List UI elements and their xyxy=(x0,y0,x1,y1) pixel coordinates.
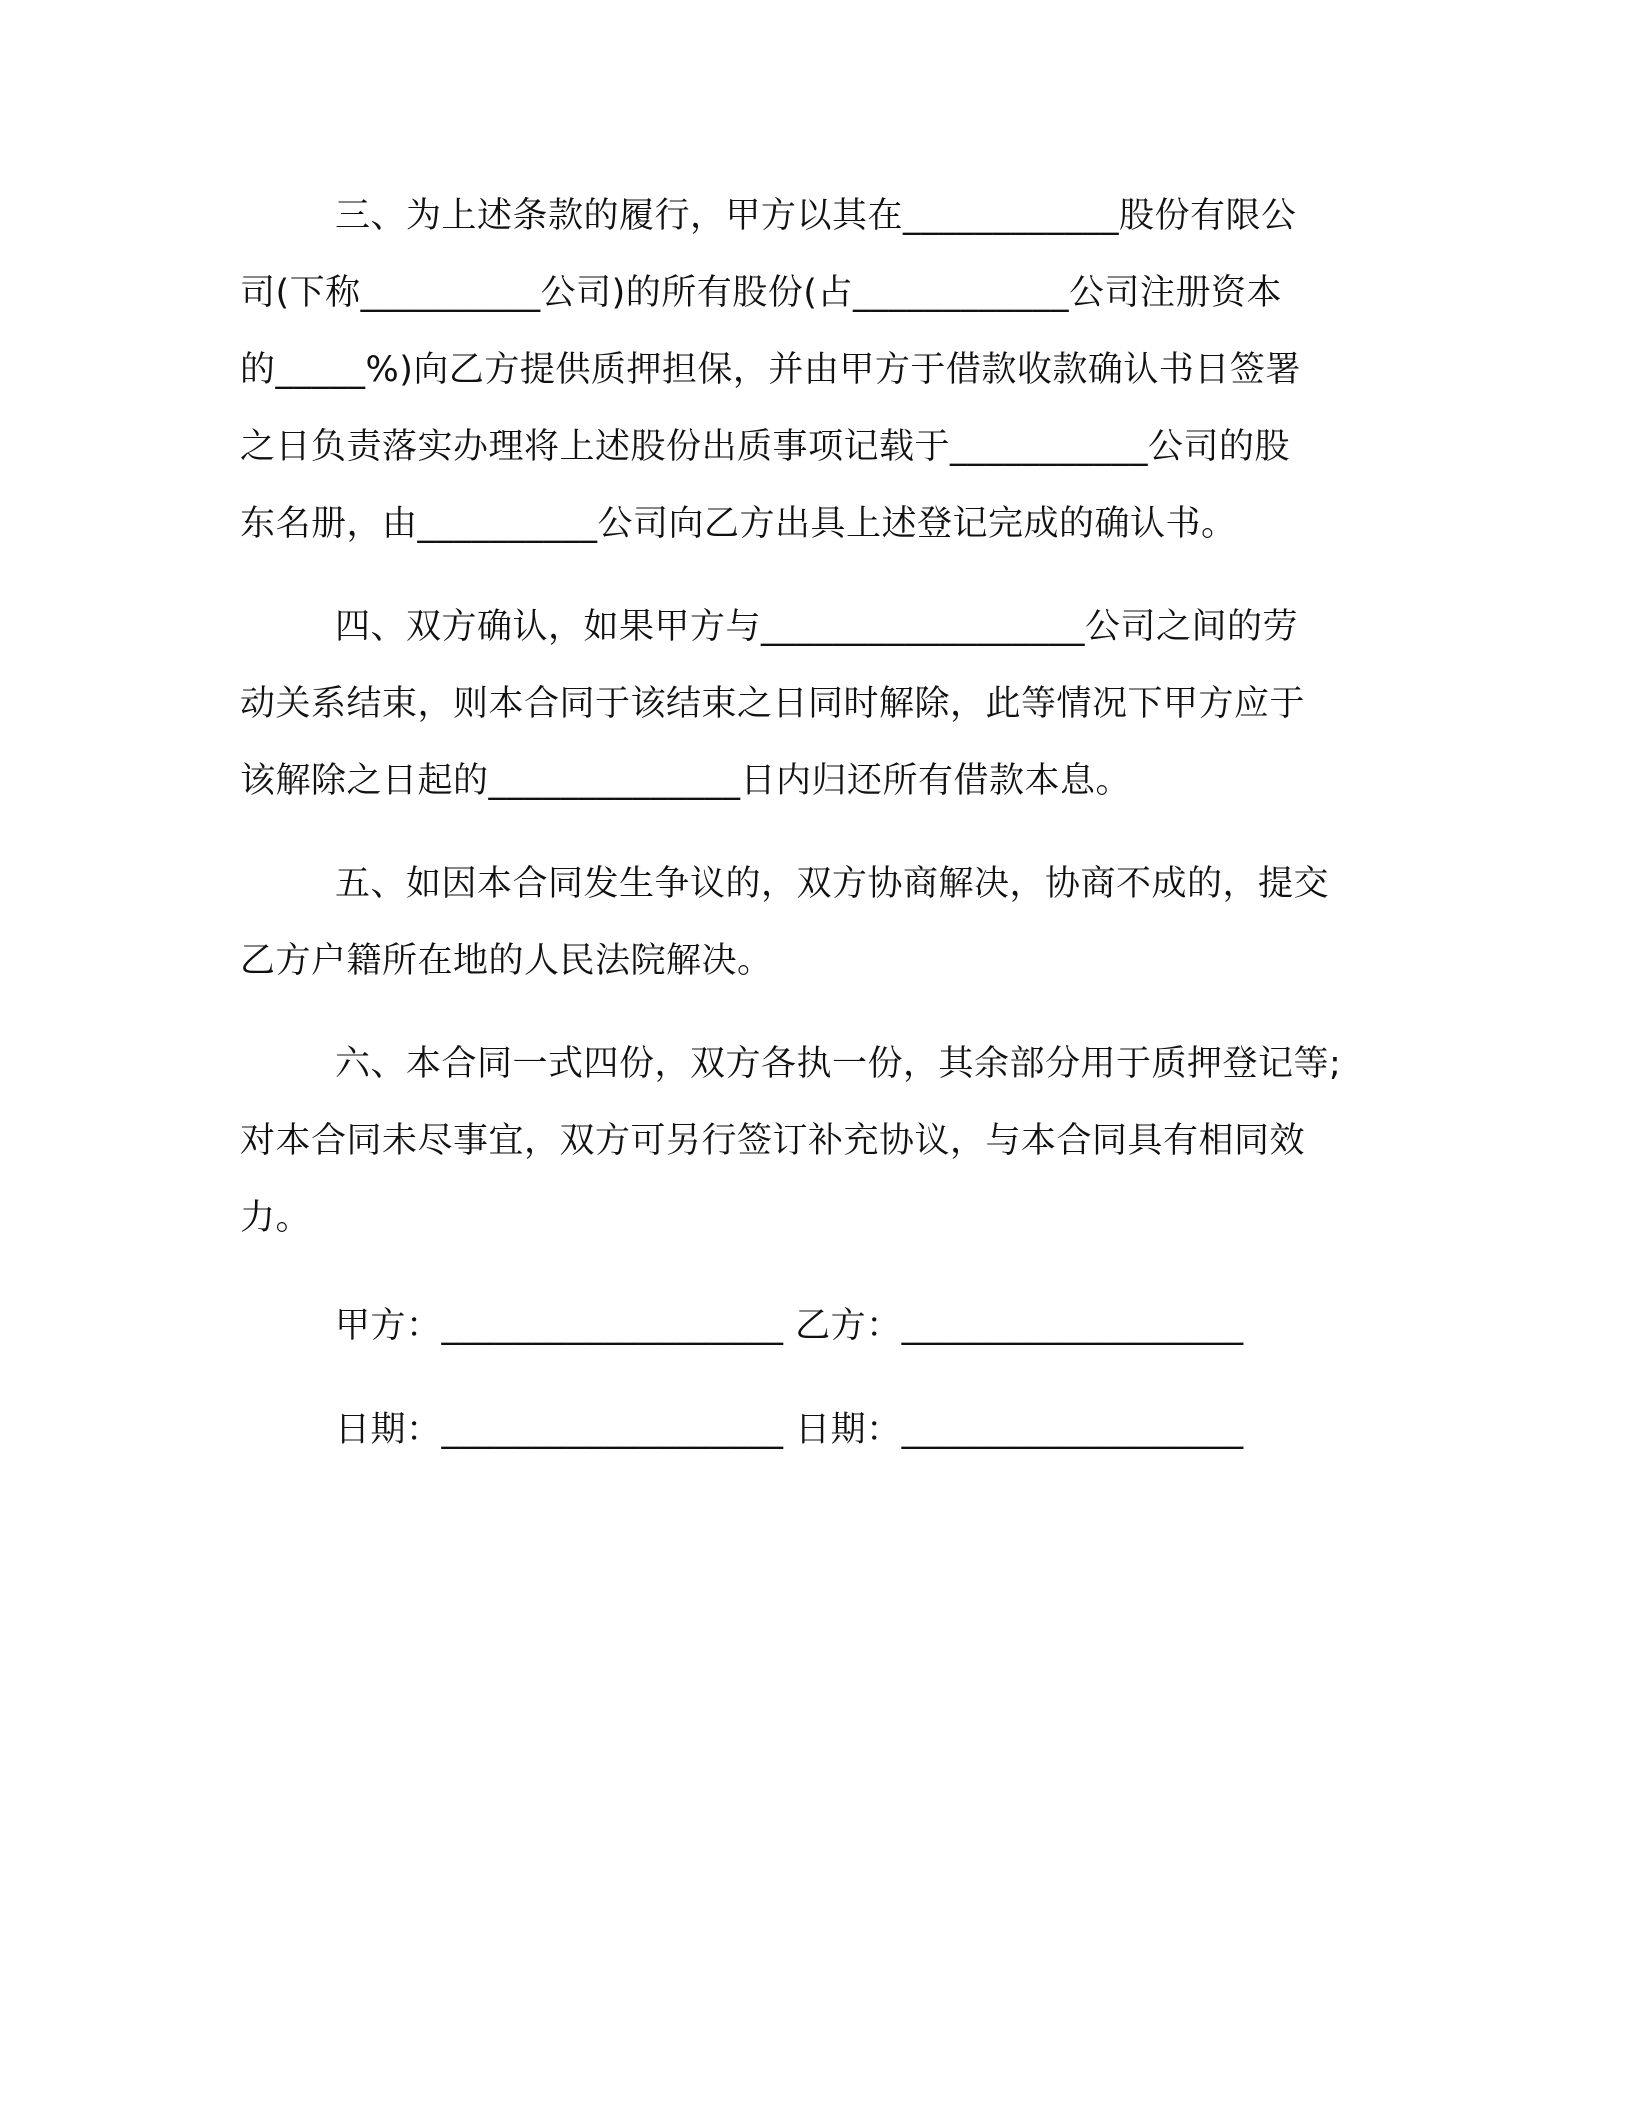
clause-3-line-5: 东名册，由__________公司向乙方出具上述登记完成的确认书。 xyxy=(240,504,1237,544)
clause-6-line-2: 对本合同未尽事宜，双方可另行签订补充协议，与本合同具有相同效 xyxy=(240,1121,1306,1161)
clause-5-line-1: 五、如因本合同发生争议的，双方协商解决，协商不成的，提交 xyxy=(335,864,1330,904)
clause-3-line-4: 之日负责落实办理将上述股份出质事项记载于___________公司的股 xyxy=(240,427,1291,467)
clause-3-line-3: 的_____%)向乙方提供质押担保，并由甲方于借款收款确认书日签署 xyxy=(240,350,1301,390)
clause-4-line-2: 动关系结束，则本合同于该结束之日同时解除，此等情况下甲方应于 xyxy=(240,684,1306,724)
clause-3-line-1: 三、为上述条款的履行，甲方以其在____________股份有限公 xyxy=(335,196,1297,236)
clause-6-line-3: 力。 xyxy=(240,1198,312,1238)
clause-4-line-1: 四、双方确认，如果甲方与__________________公司之间的劳 xyxy=(335,607,1299,647)
clause-6-line-1: 六、本合同一式四份，双方各执一份，其余部分用于质押登记等; xyxy=(335,1044,1342,1084)
clause-3-line-2: 司(下称__________公司)的所有股份(占____________公司注册资本 xyxy=(240,273,1282,313)
signature-date-line: 日期：___________________ 日期：___________________ xyxy=(335,1410,1244,1450)
signature-party-line: 甲方：___________________ 乙方：___________________ xyxy=(335,1306,1244,1346)
clause-5-line-2: 乙方户籍所在地的人民法院解决。 xyxy=(240,941,773,981)
clause-4-line-3: 该解除之日起的______________日内归还所有借款本息。 xyxy=(240,761,1132,801)
